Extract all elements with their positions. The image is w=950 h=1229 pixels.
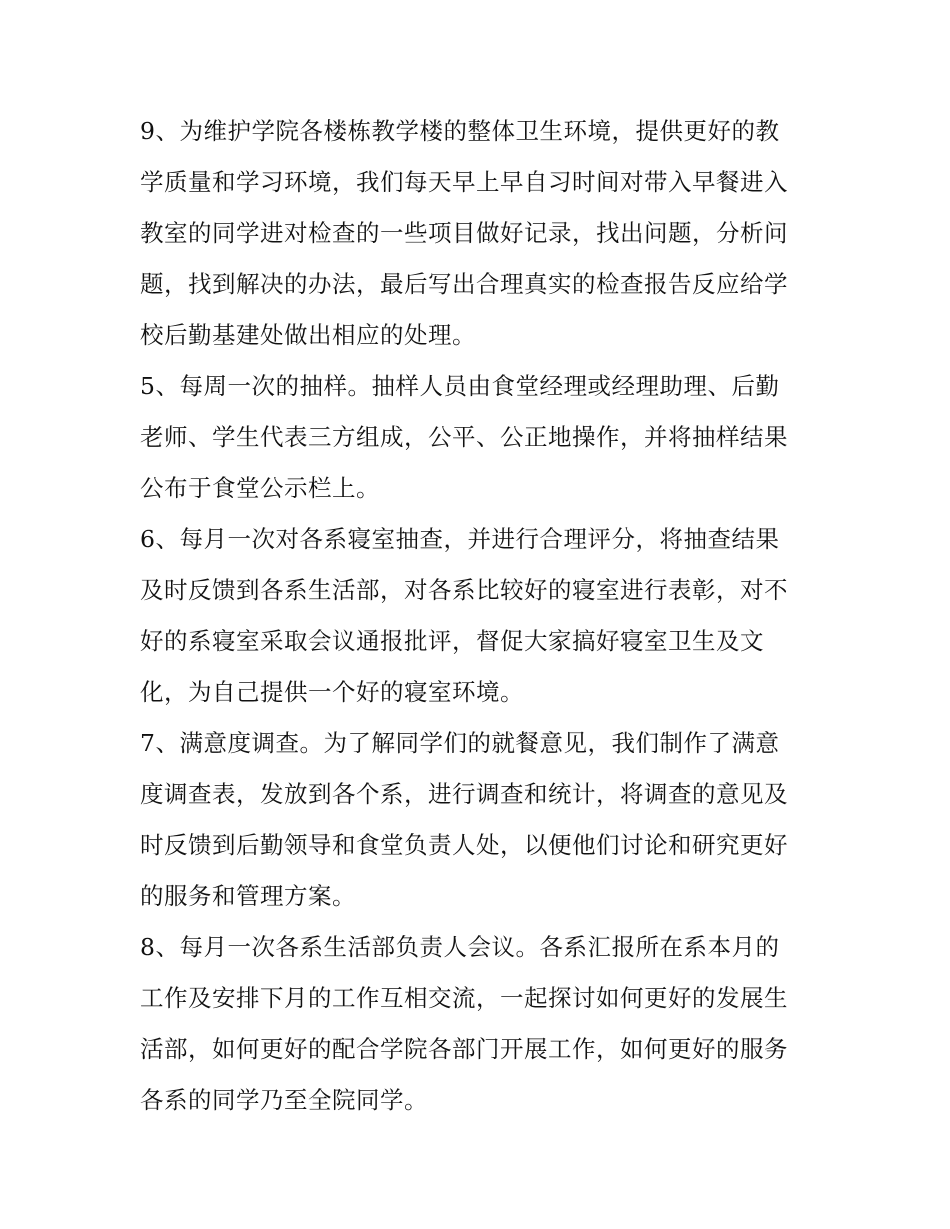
text-line: 工作及安排下月的工作互相交流，一起探讨如何更好的发展生 bbox=[140, 984, 788, 1012]
text-line: 化，为自己提供一个好的寝室环境。 bbox=[140, 678, 524, 706]
text-line: 活部，如何更好的配合学院各部门开展工作，如何更好的服务 bbox=[140, 1035, 788, 1063]
text-line: 9、为维护学院各楼栋教学楼的整体卫生环境，提供更好的教 bbox=[140, 117, 780, 145]
paragraph-item-5 bbox=[140, 361, 812, 514]
text-line: 及时反馈到各系生活部，对各系比较好的寝室进行表彰，对不 bbox=[140, 576, 788, 604]
text-line: 教室的同学进对检查的一些项目做好记录，找出问题，分析问 bbox=[140, 219, 788, 247]
text-line: 时反馈到后勤领导和食堂负责人处，以便他们讨论和研究更好 bbox=[140, 831, 788, 859]
text-line: 老师、学生代表三方组成，公平、公正地操作，并将抽样结果 bbox=[140, 423, 788, 451]
text-line: 5、每周一次的抽样。抽样人员由食堂经理或经理助理、后勤 bbox=[140, 372, 780, 400]
text-line: 的服务和管理方案。 bbox=[140, 882, 356, 910]
text-line: 8、每月一次各系生活部负责人会议。各系汇报所在系本月的 bbox=[140, 933, 780, 961]
text-line: 公布于食堂公示栏上。 bbox=[140, 474, 380, 502]
text-line: 各系的同学乃至全院同学。 bbox=[140, 1086, 428, 1114]
paragraph-item-7 bbox=[140, 718, 812, 922]
text-line: 校后勤基建处做出相应的处理。 bbox=[140, 321, 476, 349]
text-line: 7、满意度调查。为了解同学们的就餐意见，我们制作了满意 bbox=[140, 729, 780, 757]
text-line: 好的系寝室采取会议通报批评，督促大家搞好寝室卫生及文 bbox=[140, 627, 764, 655]
paragraph-item-8 bbox=[140, 922, 812, 1126]
paragraph-item-6 bbox=[140, 514, 812, 718]
text-line: 学质量和学习环境，我们每天早上早自习时间对带入早餐进入 bbox=[140, 168, 788, 196]
document-body bbox=[140, 106, 812, 1126]
text-line: 度调查表，发放到各个系，进行调查和统计，将调查的意见及 bbox=[140, 780, 788, 808]
paragraph-item-9 bbox=[140, 106, 812, 361]
text-line: 6、每月一次对各系寝室抽查，并进行合理评分，将抽查结果 bbox=[140, 525, 780, 553]
text-line: 题，找到解决的办法，最后写出合理真实的检查报告反应给学 bbox=[140, 270, 788, 298]
